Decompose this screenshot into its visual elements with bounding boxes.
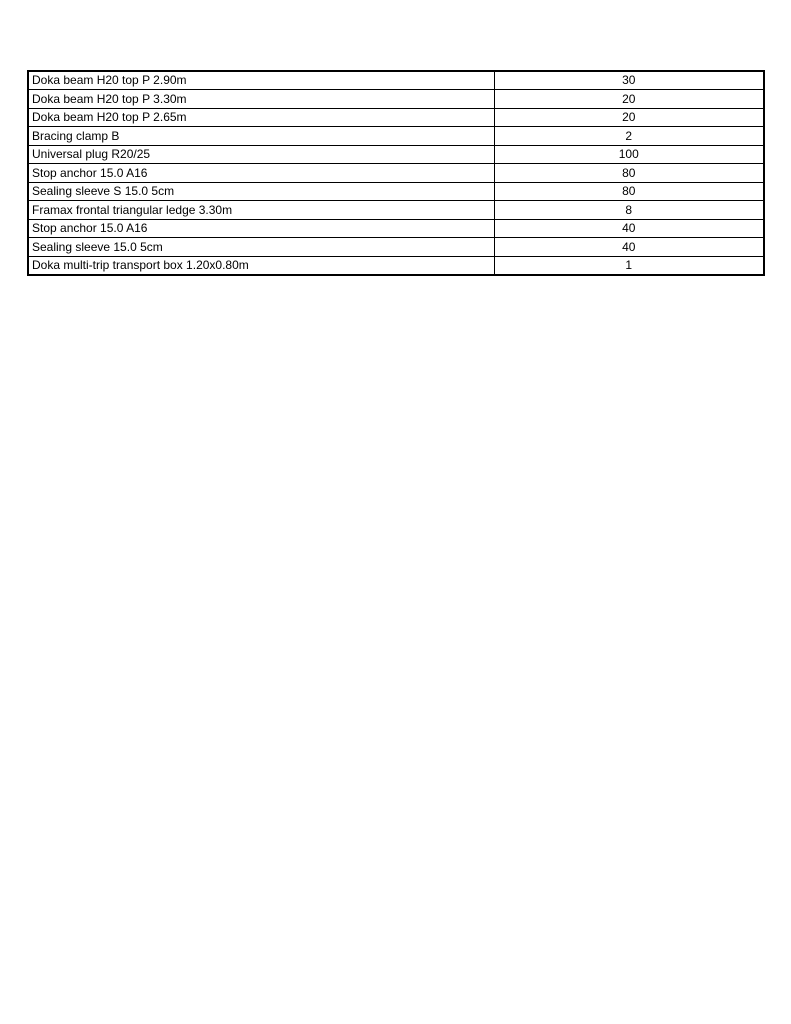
- table-row: [28, 127, 764, 146]
- item-name-cell: Universal plug R20/25: [28, 145, 494, 164]
- quantity-cell: 30: [494, 71, 764, 90]
- item-name-cell: Doka beam H20 top P 2.65m: [28, 108, 494, 127]
- quantity-cell: 80: [494, 164, 764, 183]
- table-row: [28, 145, 764, 164]
- item-name-cell: Stop anchor 15.0 A16: [28, 219, 494, 238]
- quantity-cell: 40: [494, 219, 764, 238]
- table-row: [28, 182, 764, 201]
- items-table: [27, 70, 765, 276]
- item-name-cell: Doka beam H20 top P 3.30m: [28, 90, 494, 109]
- quantity-cell: 100: [494, 145, 764, 164]
- items-table-body: [28, 71, 764, 275]
- item-name-cell: Doka beam H20 top P 2.90m: [28, 71, 494, 90]
- item-name-cell: Stop anchor 15.0 A16: [28, 164, 494, 183]
- quantity-cell: 8: [494, 201, 764, 220]
- quantity-cell: 20: [494, 108, 764, 127]
- table-row: [28, 238, 764, 257]
- quantity-cell: 40: [494, 238, 764, 257]
- item-name-cell: Framax frontal triangular ledge 3.30m: [28, 201, 494, 220]
- item-name-cell: Bracing clamp B: [28, 127, 494, 146]
- table-row: [28, 164, 764, 183]
- item-name-cell: Sealing sleeve S 15.0 5cm: [28, 182, 494, 201]
- table-row: [28, 256, 764, 275]
- table-row: [28, 201, 764, 220]
- table-row: [28, 90, 764, 109]
- table-row: [28, 71, 764, 90]
- quantity-cell: 80: [494, 182, 764, 201]
- table-row: [28, 108, 764, 127]
- item-name-cell: Sealing sleeve 15.0 5cm: [28, 238, 494, 257]
- quantity-cell: 1: [494, 256, 764, 275]
- item-name-cell: Doka multi-trip transport box 1.20x0.80m: [28, 256, 494, 275]
- quantity-cell: 20: [494, 90, 764, 109]
- table-row: [28, 219, 764, 238]
- quantity-cell: 2: [494, 127, 764, 146]
